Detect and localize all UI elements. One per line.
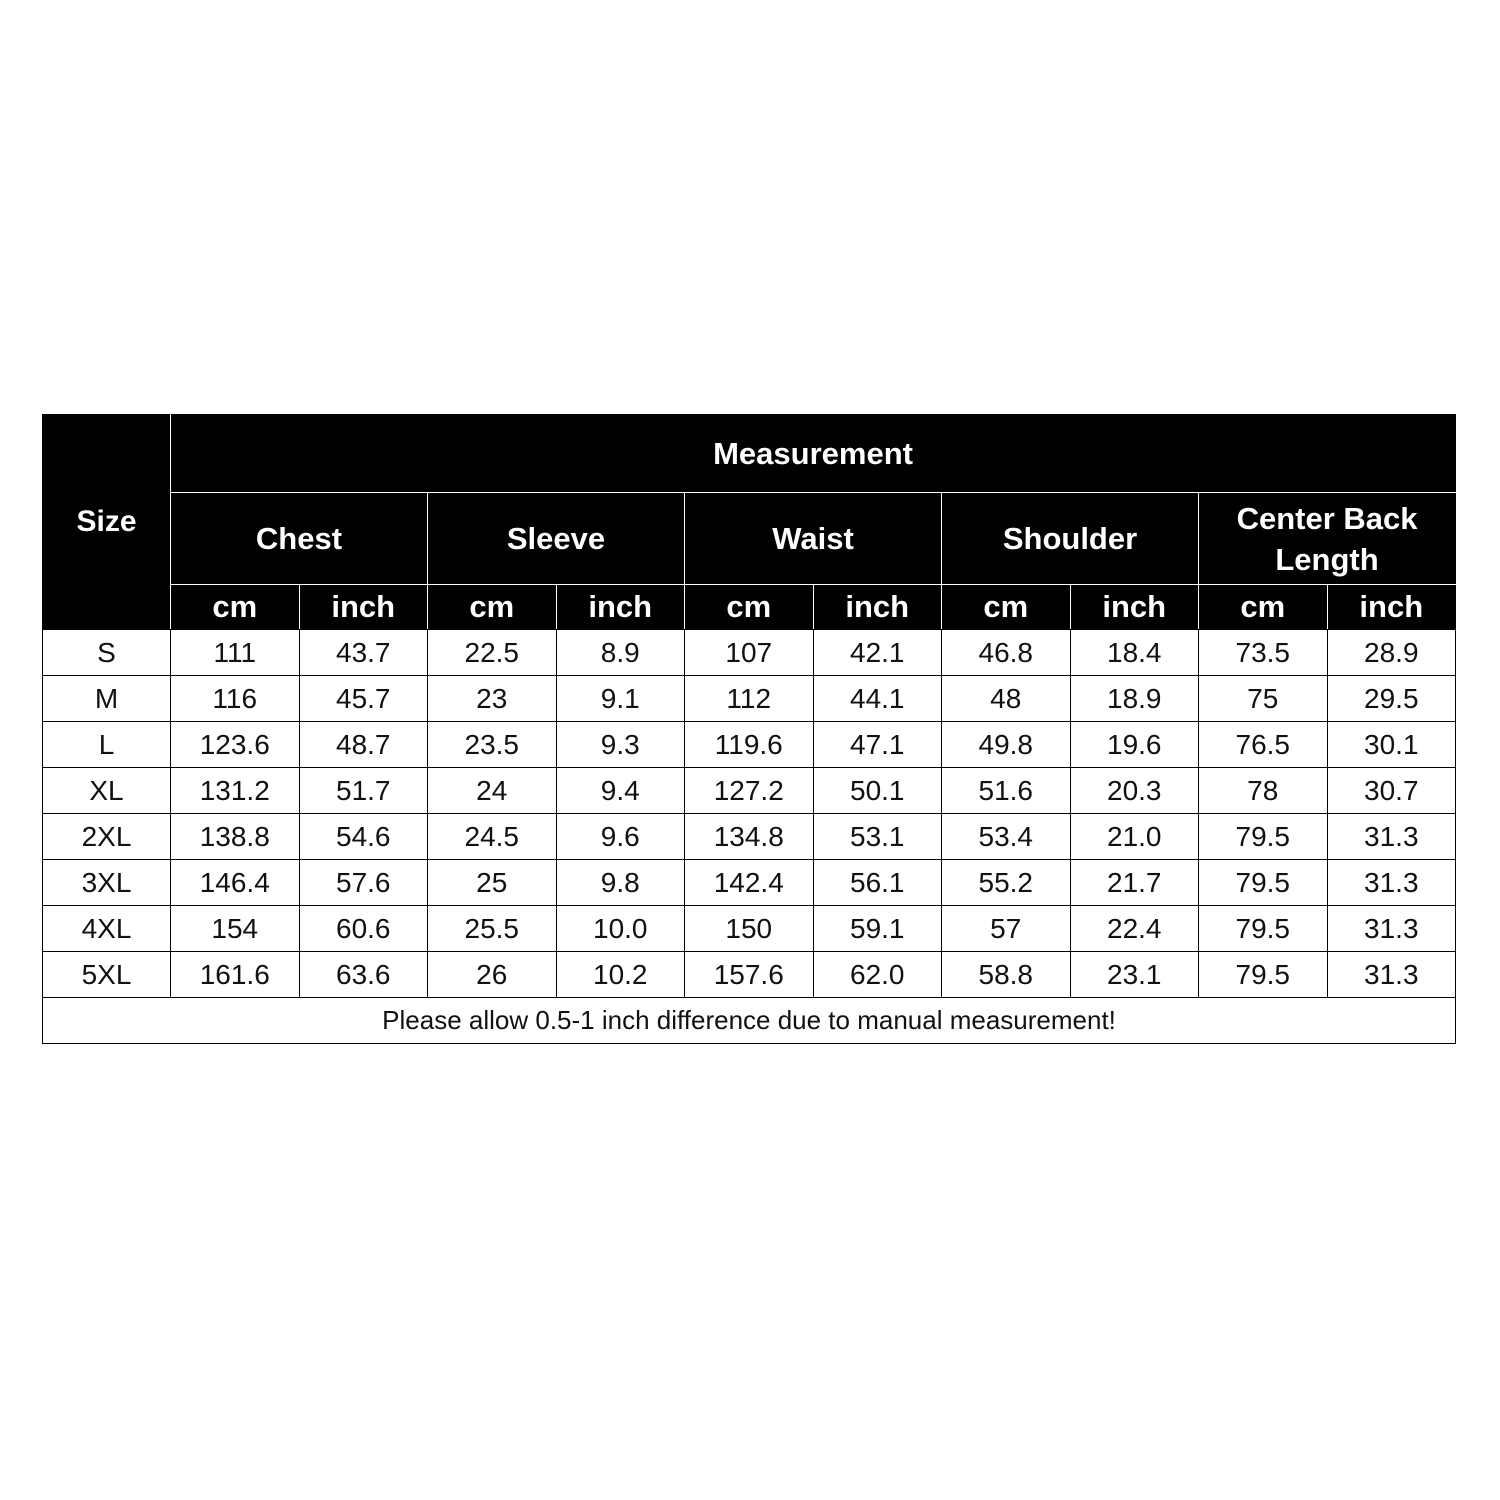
value-cell: 112 [685,676,814,722]
value-cell: 45.7 [299,676,428,722]
value-cell: 47.1 [813,722,942,768]
unit-header-inch: inch [1327,585,1456,630]
value-cell: 138.8 [171,814,300,860]
value-cell: 9.3 [556,722,685,768]
value-cell: 73.5 [1199,630,1328,676]
value-cell: 31.3 [1327,952,1456,998]
value-cell: 57.6 [299,860,428,906]
value-cell: 22.5 [428,630,557,676]
chest-header: Chest [171,493,428,585]
value-cell: 107 [685,630,814,676]
value-cell: 24.5 [428,814,557,860]
value-cell: 131.2 [171,768,300,814]
value-cell: 31.3 [1327,860,1456,906]
value-cell: 9.4 [556,768,685,814]
value-cell: 154 [171,906,300,952]
value-cell: 22.4 [1070,906,1199,952]
value-cell: 146.4 [171,860,300,906]
value-cell: 79.5 [1199,860,1328,906]
value-cell: 23.1 [1070,952,1199,998]
value-cell: 26 [428,952,557,998]
size-header: Size [43,415,171,630]
value-cell: 48.7 [299,722,428,768]
value-cell: 30.7 [1327,768,1456,814]
unit-header-cm: cm [685,585,814,630]
value-cell: 53.1 [813,814,942,860]
value-cell: 24 [428,768,557,814]
value-cell: 75 [1199,676,1328,722]
center-back-length-header: Center Back Length [1199,493,1456,585]
size-cell: 5XL [43,952,171,998]
value-cell: 116 [171,676,300,722]
size-chart-table [42,414,1456,1044]
value-cell: 134.8 [685,814,814,860]
table-body [43,630,1456,1044]
value-cell: 76.5 [1199,722,1328,768]
table-row [43,722,1456,768]
value-cell: 10.2 [556,952,685,998]
value-cell: 57 [942,906,1071,952]
value-cell: 44.1 [813,676,942,722]
measurement-header: Measurement [171,415,1456,493]
value-cell: 25.5 [428,906,557,952]
value-cell: 18.4 [1070,630,1199,676]
value-cell: 60.6 [299,906,428,952]
value-cell: 150 [685,906,814,952]
size-cell: L [43,722,171,768]
size-cell: S [43,630,171,676]
value-cell: 54.6 [299,814,428,860]
size-cell: 2XL [43,814,171,860]
value-cell: 48 [942,676,1071,722]
unit-header-cm: cm [428,585,557,630]
size-cell: XL [43,768,171,814]
value-cell: 42.1 [813,630,942,676]
size-cell: 3XL [43,860,171,906]
value-cell: 9.8 [556,860,685,906]
unit-header-inch: inch [556,585,685,630]
table-row [43,906,1456,952]
value-cell: 19.6 [1070,722,1199,768]
value-cell: 30.1 [1327,722,1456,768]
value-cell: 46.8 [942,630,1071,676]
table-row [43,630,1456,676]
value-cell: 111 [171,630,300,676]
value-cell: 161.6 [171,952,300,998]
value-cell: 78 [1199,768,1328,814]
value-cell: 9.1 [556,676,685,722]
value-cell: 59.1 [813,906,942,952]
value-cell: 21.7 [1070,860,1199,906]
size-cell: M [43,676,171,722]
value-cell: 55.2 [942,860,1071,906]
value-cell: 49.8 [942,722,1071,768]
value-cell: 79.5 [1199,814,1328,860]
table-header [43,415,1456,630]
value-cell: 157.6 [685,952,814,998]
value-cell: 20.3 [1070,768,1199,814]
sleeve-header: Sleeve [428,493,685,585]
value-cell: 51.6 [942,768,1071,814]
value-cell: 53.4 [942,814,1071,860]
value-cell: 63.6 [299,952,428,998]
value-cell: 18.9 [1070,676,1199,722]
unit-header-inch: inch [813,585,942,630]
value-cell: 9.6 [556,814,685,860]
table-row [43,860,1456,906]
unit-header-cm: cm [1199,585,1328,630]
value-cell: 56.1 [813,860,942,906]
value-cell: 79.5 [1199,952,1328,998]
value-cell: 29.5 [1327,676,1456,722]
table-row [43,814,1456,860]
value-cell: 23.5 [428,722,557,768]
value-cell: 23 [428,676,557,722]
value-cell: 43.7 [299,630,428,676]
waist-header: Waist [685,493,942,585]
value-cell: 50.1 [813,768,942,814]
value-cell: 123.6 [171,722,300,768]
value-cell: 58.8 [942,952,1071,998]
unit-header-inch: inch [1070,585,1199,630]
value-cell: 51.7 [299,768,428,814]
footer-row [43,998,1456,1044]
value-cell: 31.3 [1327,906,1456,952]
value-cell: 21.0 [1070,814,1199,860]
value-cell: 10.0 [556,906,685,952]
value-cell: 31.3 [1327,814,1456,860]
value-cell: 119.6 [685,722,814,768]
value-cell: 142.4 [685,860,814,906]
table-row [43,952,1456,998]
unit-header-inch: inch [299,585,428,630]
shoulder-header: Shoulder [942,493,1199,585]
table-row [43,768,1456,814]
table-row [43,676,1456,722]
measurement-note: Please allow 0.5-1 inch difference due to manual measurement! [43,998,1456,1044]
value-cell: 79.5 [1199,906,1328,952]
value-cell: 62.0 [813,952,942,998]
value-cell: 25 [428,860,557,906]
unit-header-cm: cm [171,585,300,630]
value-cell: 28.9 [1327,630,1456,676]
value-cell: 8.9 [556,630,685,676]
unit-header-cm: cm [942,585,1071,630]
value-cell: 127.2 [685,768,814,814]
size-cell: 4XL [43,906,171,952]
